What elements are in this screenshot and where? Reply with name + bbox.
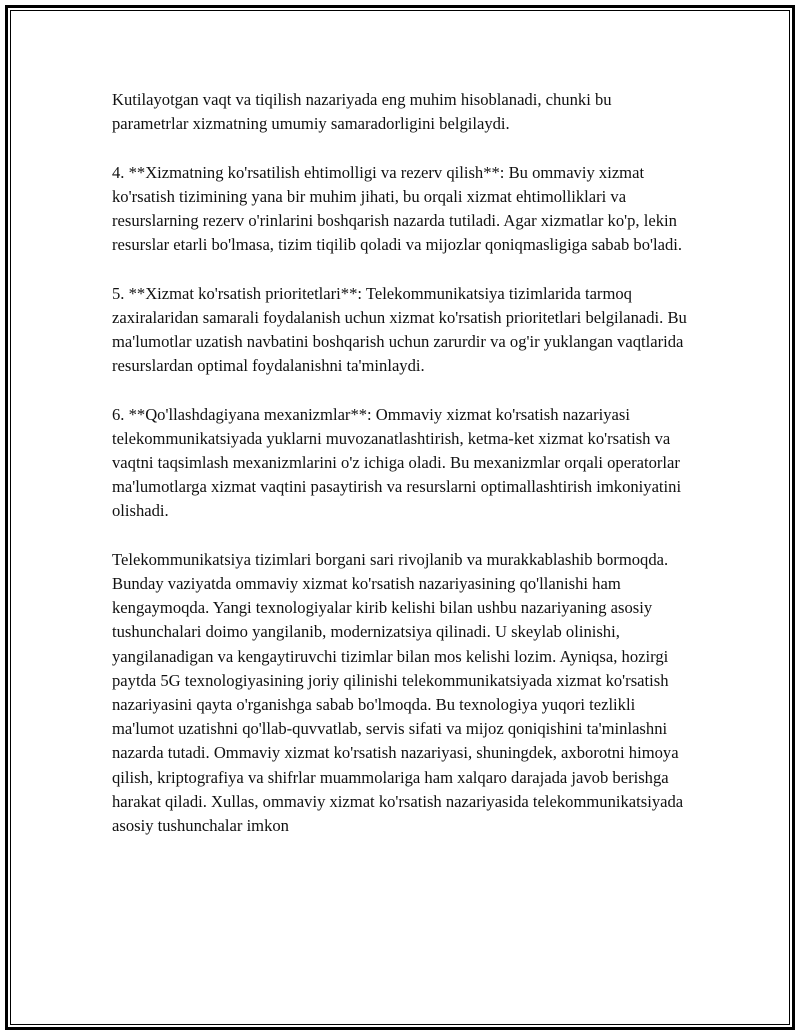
paragraph-conclusion: Telekommunikatsiya tizimlari borgani sari rivojlanib va murakkablashib bormoqda. Bunday vaziyatda ommaviy xizmat ko'rsatish nazariyasining qo'llanishi ham kengaymoqda. Yangi texnologiyalar kirib kelishi bilan ushbu nazariyaning asosiy tushunchalari doimo yangilanib, modernizatsiya qilinadi. U skeylab olinishi, yangilanadigan va kengaytiruvchi tizimlar bilan mos kelishi lozim. Ayniqsa, hozirgi paytda 5G texnologiyasining joriy qilinishi telekommunikatsiyada xizmat ko'rsatish nazariyasini qayta o'rganishga sabab bo'lmoqda. Bu texnologiya yuqori tezlikli ma'lumot uzatishni qo'llab-quvvatlab, servis sifati va mijoz qoniqishini ta'minlashni nazarda tutadi. Ommaviy xizmat ko'rsatish nazariyasi, shuningdek, axborotni himoya qilish, kriptografiya va shifrlar muammolariga ham xalqaro darajada javob berishga harakat qiladi. Xullas, ommaviy xizmat ko'rsatish nazariyasida telekommunikatsiyada asosiy tushunchalar imkon	[112, 549, 684, 836]
paragraph-intro: Kutilayotgan vaqt va tiqilish nazariyada eng muhim hisoblanadi, chunki bu parametrlar xizmatning umumiy samaradorligini belgilaydi.	[112, 90, 612, 134]
paragraph-item-4: 4. **Xizmatning ko'rsatilish ehtimolligi va rezerv qilish**: Bu ommaviy xizmat ko'rsatish tizimining yana bir muhim jihati, bu orqali xizmat ehtimolliklari va resurslarning rezerv o'rinlarini boshqarish nazarda tutiladi. Agar xizmatlar ko'p, lekin resurslar etarli bo'lmasa, tizim tiqilib qoladi va mijozlar qoniqmasligiga sabab bo'ladi.	[112, 162, 683, 255]
document-body	[112, 88, 692, 838]
paragraph-item-6: 6. **Qo'llashdagiyana mexanizmlar**: Ommaviy xizmat ko'rsatish nazariyasi telekommunikatsiyada yuklarni muvozanatlashtirish, ketma-ket xizmat ko'rsatish va vaqtni taqsimlash mexanizmlarini o'z ichiga oladi. Bu mexanizmlar orqali operatorlar ma'lumotlarga xizmat vaqtini pasaytirish va resurslarni optimallashtirish imkoniyatini olishadi.	[112, 404, 682, 521]
paragraph-item-5: 5. **Xizmat ko'rsatish prioritetlari**: Telekommunikatsiya tizimlarida tarmoq zaxiralaridan samarali foydalanish uchun xizmat ko'rsatish prioritetlari belgilanadi. Bu ma'lumotlar uzatish navbatini boshqarish uchun zarurdir va og'ir yuklangan vaqtlarida resurslardan optimal foydalanishni ta'minlaydi.	[112, 283, 687, 376]
